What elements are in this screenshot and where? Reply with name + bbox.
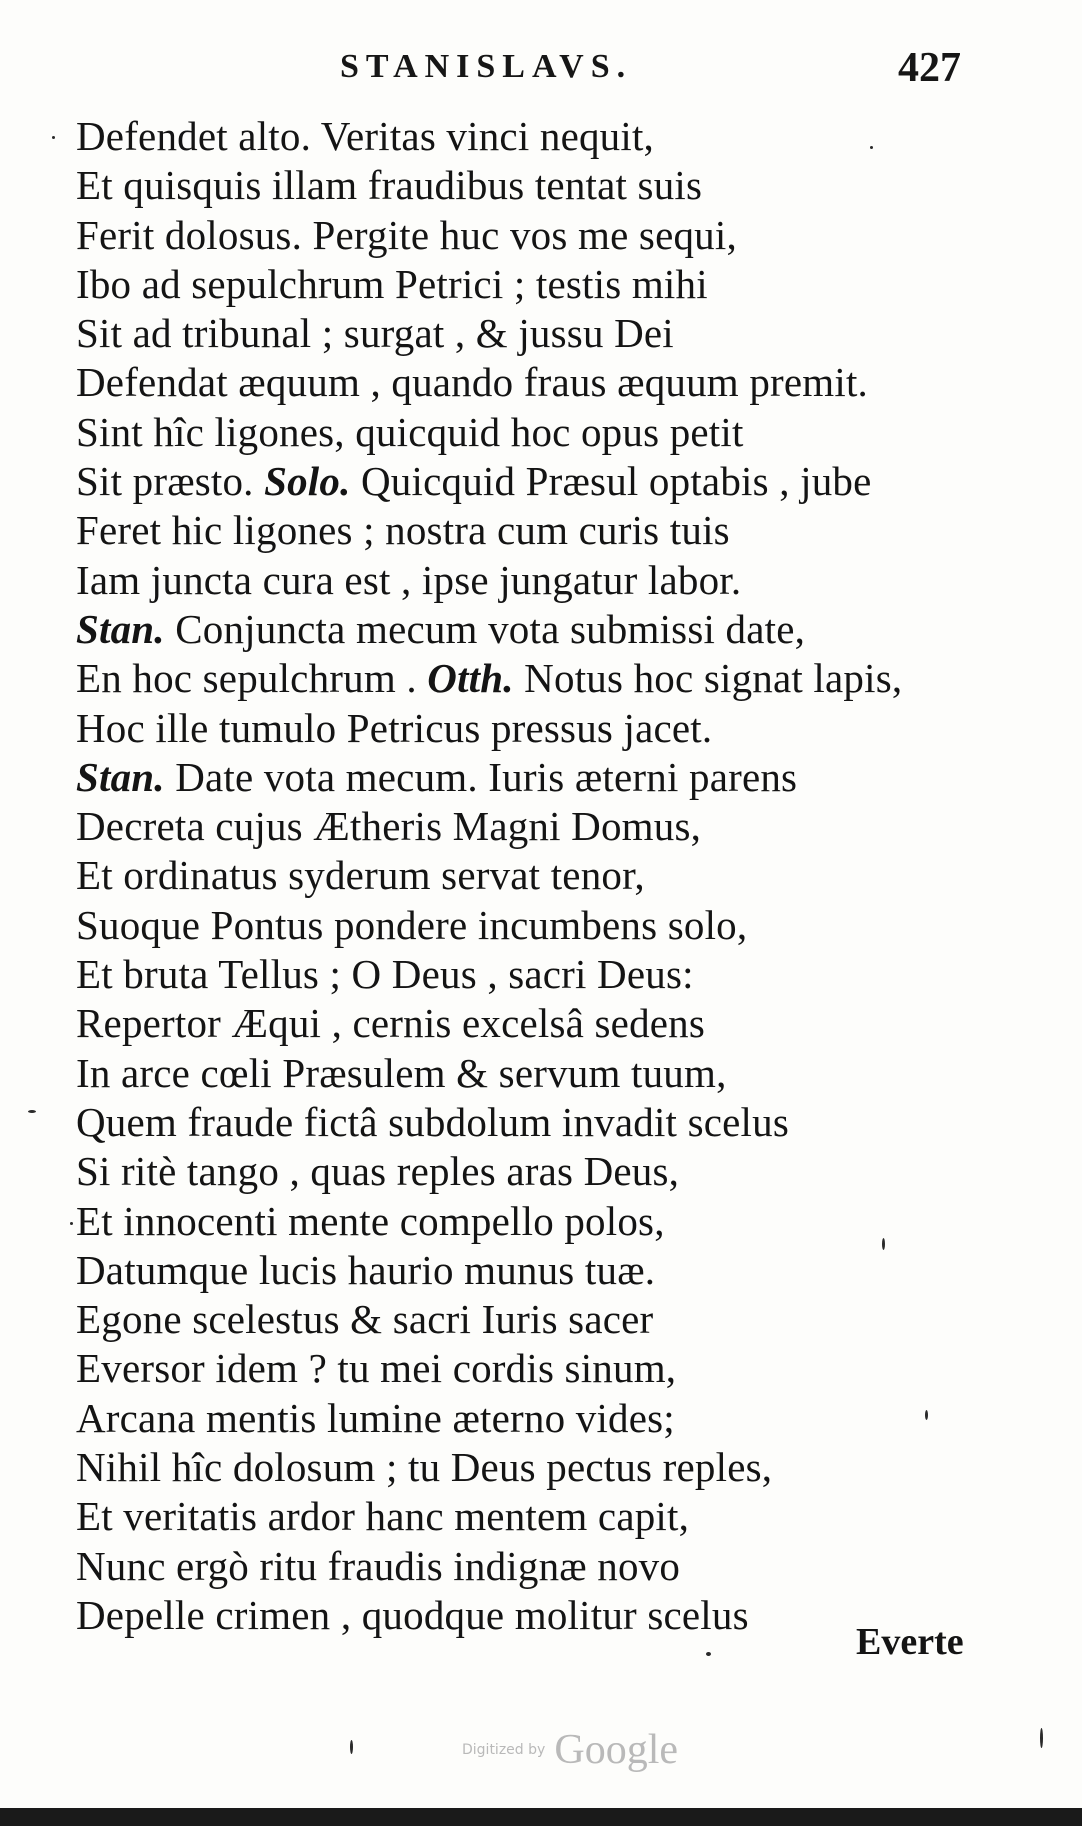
verse-text-segment: Depelle crimen , quodque molitur scelus bbox=[76, 1591, 749, 1638]
verse-line bbox=[76, 654, 1016, 703]
speaker-label: Stan. bbox=[76, 605, 165, 652]
verse-text-segment: En hoc sepulchrum . bbox=[76, 655, 428, 702]
verse-line bbox=[76, 1049, 1016, 1098]
verse-text-segment: Ferit dolosus. Pergite huc vos me sequi, bbox=[76, 211, 737, 258]
verse-line bbox=[76, 802, 1016, 851]
watermark-brand: Google bbox=[554, 1727, 679, 1773]
scan-speck bbox=[706, 1652, 711, 1656]
page-edge-shadow bbox=[0, 1808, 1082, 1826]
verse-text-segment: Egone scelestus & sacri Iuris sacer bbox=[76, 1296, 654, 1343]
catchword: Everte bbox=[856, 1621, 964, 1663]
running-title: STANISLAVS. bbox=[340, 48, 633, 85]
verse-line bbox=[76, 309, 1016, 358]
verse-line bbox=[76, 457, 1016, 506]
verse-line bbox=[76, 112, 1016, 161]
scan-speck bbox=[350, 1740, 353, 1754]
verse-text-segment: Et ordinatus syderum servat tenor, bbox=[76, 852, 645, 899]
verse-line bbox=[76, 851, 1016, 900]
verse-text-segment: Sint hîc ligones, quicquid hoc opus petit bbox=[76, 408, 744, 455]
verse-text-segment: Nunc ergò ritu fraudis indignæ novo bbox=[76, 1542, 681, 1589]
verse-text-segment: Sit præsto. bbox=[76, 458, 265, 505]
verse-line bbox=[76, 408, 1016, 457]
verse-text-segment: Hoc ille tumulo Petricus pressus jacet. bbox=[76, 704, 713, 751]
verse-line bbox=[76, 1147, 1016, 1196]
scan-speck bbox=[28, 1110, 36, 1113]
scan-speck bbox=[882, 1238, 885, 1250]
speaker-label: Solo. bbox=[264, 458, 351, 505]
verse-text-segment: Si ritè tango , quas reples aras Deus, bbox=[76, 1148, 680, 1195]
verse-text-segment: Date vota mecum. Iuris æterni parens bbox=[164, 753, 798, 800]
verse-text-segment: In arce cœli Præsulem & servum tuum, bbox=[76, 1049, 727, 1096]
verse-text-segment: Et bruta Tellus ; O Deus , sacri Deus: bbox=[76, 951, 694, 998]
verse-line bbox=[76, 556, 1016, 605]
verse-text-segment: Iam juncta cura est , ipse jungatur labor. bbox=[76, 556, 742, 603]
verse-line bbox=[76, 753, 1016, 802]
verse-line bbox=[76, 1197, 1016, 1246]
verse-line bbox=[76, 161, 1016, 210]
verse-line bbox=[76, 358, 1016, 407]
verse-text-segment: Quem fraude fictâ subdolum invadit scelus bbox=[76, 1098, 789, 1145]
verse-line bbox=[76, 1246, 1016, 1295]
verse-text-segment: Defendet alto. Veritas vinci nequit, bbox=[76, 113, 654, 159]
verse-text-segment: Notus hoc signat lapis, bbox=[513, 655, 903, 702]
verse-line bbox=[76, 211, 1016, 260]
watermark-prefix: Digitized by bbox=[462, 1742, 546, 1758]
digitization-watermark bbox=[462, 1726, 678, 1774]
verse-text-segment: Defendat æquum , quando fraus æquum premit. bbox=[76, 359, 869, 406]
verse-line bbox=[76, 999, 1016, 1048]
speaker-label: Stan. bbox=[76, 753, 165, 800]
verse-line bbox=[76, 1443, 1016, 1492]
verse-text-segment: Arcana mentis lumine æterno vides; bbox=[76, 1394, 675, 1441]
verse-text-segment: Quicquid Præsul optabis , jube bbox=[350, 458, 872, 505]
verse-line bbox=[76, 950, 1016, 999]
scan-speck bbox=[925, 1410, 928, 1420]
scan-speck bbox=[52, 136, 55, 139]
verse-text-segment: Et quisquis illam fraudibus tentat suis bbox=[76, 162, 703, 209]
verse-text-segment: Conjuncta mecum vota submissi date, bbox=[164, 605, 806, 652]
verse-text-segment: Et veritatis ardor hanc mentem capit, bbox=[76, 1493, 690, 1540]
verse-line bbox=[76, 1098, 1016, 1147]
scan-speck bbox=[70, 1222, 73, 1225]
verse-line bbox=[76, 1344, 1016, 1393]
verse-line bbox=[76, 260, 1016, 309]
verse-line bbox=[76, 506, 1016, 555]
verse-line bbox=[76, 1542, 1016, 1591]
verse-text-segment: Decreta cujus Ætheris Magni Domus, bbox=[76, 803, 702, 850]
verse-text-segment: Feret hic ligones ; nostra cum curis tuis bbox=[76, 507, 730, 554]
verse-text-segment: Ibo ad sepulchrum Petrici ; testis mihi bbox=[76, 260, 708, 307]
verse-text-segment: Datumque lucis haurio munus tuæ. bbox=[76, 1246, 656, 1293]
verse-line bbox=[76, 901, 1016, 950]
verse-line bbox=[76, 1295, 1016, 1344]
page-number: 427 bbox=[898, 45, 961, 91]
speaker-label: Otth. bbox=[427, 655, 514, 702]
scan-speck bbox=[870, 146, 873, 149]
verse-text-segment: Repertor Æqui , cernis excelsâ sedens bbox=[76, 1000, 706, 1047]
verse-text-segment: Suoque Pontus pondere incumbens solo, bbox=[76, 901, 748, 948]
verse-line bbox=[76, 1492, 1016, 1541]
verse-text-segment: Eversor idem ? tu mei cordis sinum, bbox=[76, 1345, 677, 1392]
verse-line bbox=[76, 1394, 1016, 1443]
verse-text-segment: Sit ad tribunal ; surgat , & jussu Dei bbox=[76, 310, 674, 357]
verse-text-segment: Nihil hîc dolosum ; tu Deus pectus reples, bbox=[76, 1444, 773, 1491]
verse-text bbox=[76, 112, 1016, 1640]
verse-line bbox=[76, 704, 1016, 753]
verse-line bbox=[76, 605, 1016, 654]
scan-speck bbox=[1040, 1728, 1043, 1748]
verse-text-segment: Et innocenti mente compello polos, bbox=[76, 1197, 665, 1244]
